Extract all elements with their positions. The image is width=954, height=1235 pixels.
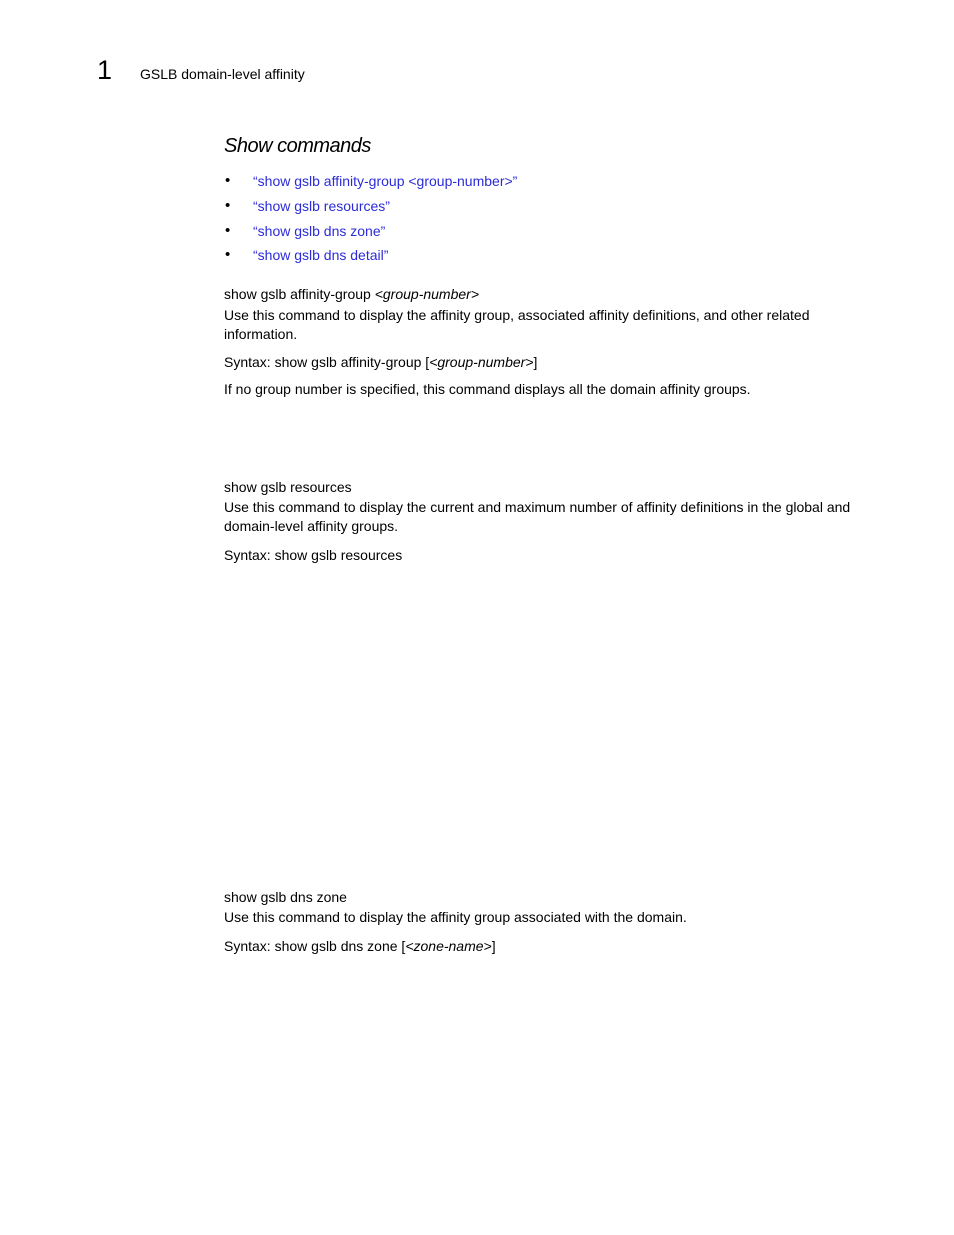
command-heading-resources: show gslb resources (224, 479, 352, 495)
link-show-gslb-dns-zone[interactable]: “show gslb dns zone” (253, 222, 386, 239)
syntax-dns-zone (224, 937, 496, 955)
syntax-param: <group-number> (429, 354, 534, 370)
command-heading-dns-zone: show gslb dns zone (224, 889, 347, 905)
syntax-affinity-group (224, 353, 537, 371)
bullet-icon: • (225, 246, 231, 264)
link-show-gslb-affinity-group[interactable]: “show gslb affinity-group <group-number>” (253, 173, 518, 189)
syntax-text: Syntax: show gslb affinity-group [ (224, 354, 430, 370)
chapter-number: 1 (97, 55, 113, 85)
bullet-icon: • (225, 221, 231, 239)
section-title: Show commands (224, 135, 371, 157)
bullet-icon: • (225, 172, 231, 189)
syntax-param: <zone-name> (405, 938, 492, 954)
syntax-resources: Syntax: show gslb resources (224, 547, 403, 563)
command-heading-affinity-group (224, 285, 479, 303)
syntax-text: Syntax: show gslb dns zone [ (224, 938, 406, 954)
syntax-text-end: ] (491, 938, 496, 954)
link-show-gslb-dns-detail[interactable]: “show gslb dns detail” (253, 247, 389, 264)
command-description-resources: Use this command to display the current and maximum number of affinity definitions in the global and domain-level affinity groups. (224, 499, 851, 534)
command-description-affinity-group: Use this command to display the affinity group, associated affinity definitions, and other related information. (224, 307, 810, 342)
affinity-group-note: If no group number is specified, this command displays all the domain affinity groups. (224, 381, 751, 397)
bullet-icon: • (225, 196, 231, 214)
command-param: <group-number> (374, 286, 480, 302)
command-description-dns-zone: Use this command to display the affinity group associated with the domain. (224, 909, 687, 925)
link-show-gslb-resources[interactable]: “show gslb resources” (253, 197, 390, 214)
syntax-text-end: ] (533, 354, 538, 370)
running-header-title: GSLB domain-level affinity (140, 66, 305, 82)
command-name: show gslb affinity-group (224, 286, 371, 302)
